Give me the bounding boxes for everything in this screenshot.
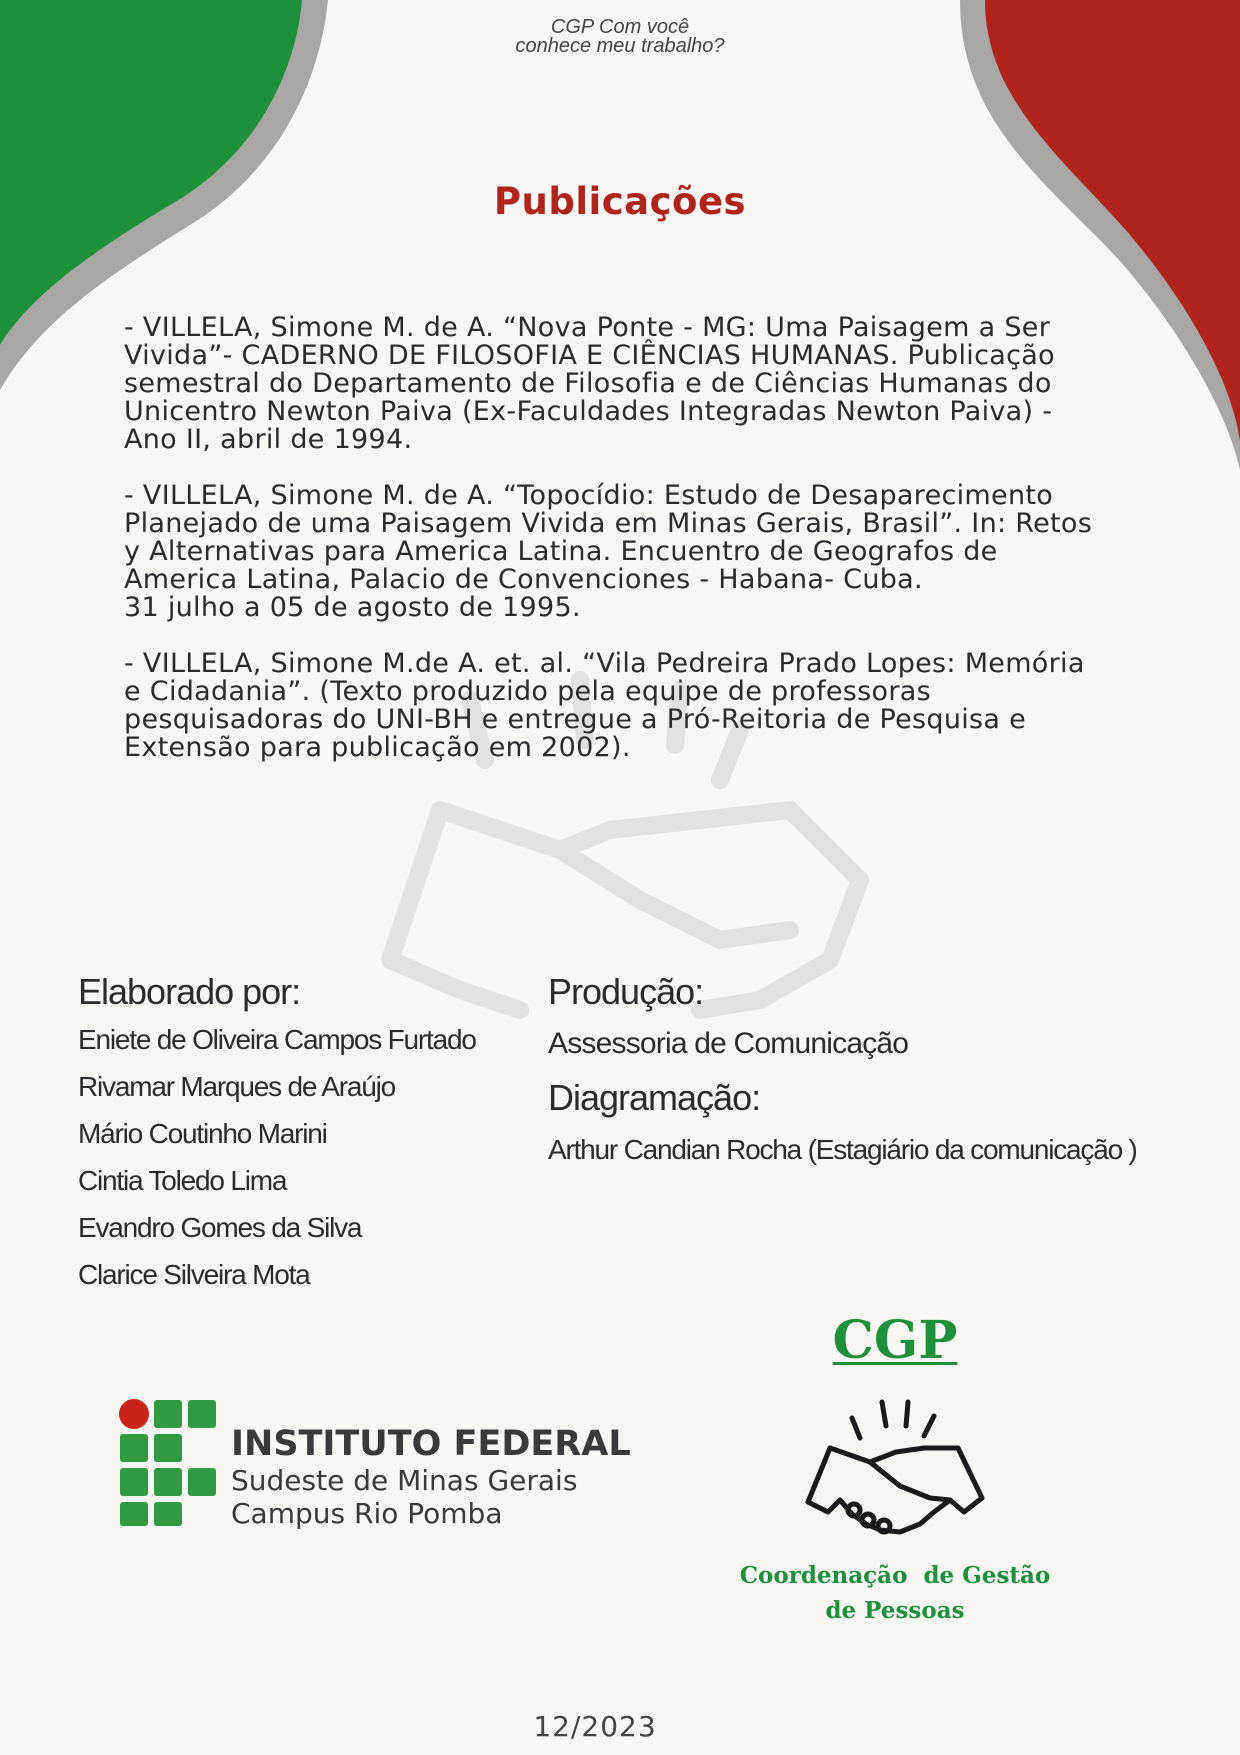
cgp-logo-sub-line2: de Pessoas [825,1597,965,1624]
handshake-icon [800,1390,990,1540]
publication-entry-2 [124,482,1114,622]
if-logo-title: INSTITUTO FEDERAL [231,1424,631,1464]
text-line: America Latina, Palacio de Convenciones - Habana- Cuba. [124,564,923,595]
author-name: Rivamar Marques de Araújo [78,1071,396,1102]
prepared-by-heading: Elaborado por: [78,971,301,1012]
text-line: Planejado de uma Paisagem Vivida em Minas Gerais, Brasil”. In: Retos [124,508,1093,539]
footer-date: 12/2023 [533,1710,657,1743]
text-line: pesquisadoras do UNI-BH e entregue a Pró-Reitoria de Pesquisa e [124,704,1027,735]
layout-value: Arthur Candian Rocha (Estagiário da comunicação ) [548,1134,1137,1165]
author-name: Mário Coutinho Marini [78,1118,327,1149]
if-logo-text [231,1424,631,1530]
header-note-line1: CGP Com você [550,16,690,38]
text-line: e Cidadania”. (Texto produzido pela equipe de professoras [124,676,931,707]
text-line: 31 julho a 05 de agosto de 1995. [124,592,581,623]
author-name: Eniete de Oliveira Campos Furtado [78,1024,476,1055]
text-line: - VILLELA, Simone M. de A. “Topocídio: Estudo de Desaparecimento [124,480,1054,511]
text-line: Vivida”- CADERNO DE FILOSOFIA E CIÊNCIAS HUMANAS. Publicação [124,340,1055,371]
publications-list [124,314,1114,790]
credits-authors [78,968,518,1298]
if-logo-campus: Campus Rio Pomba [231,1497,503,1530]
layout-heading: Diagramação: [548,1077,761,1118]
if-logo-subtitle: Sudeste de Minas Gerais [231,1464,578,1497]
author-name: Evandro Gomes da Silva [78,1212,362,1243]
text-line: - VILLELA, Simone M. de A. “Nova Ponte - MG: Uma Paisagem a Ser [124,312,1051,343]
text-line: Unicentro Newton Paiva (Ex-Faculdades Integradas Newton Paiva) - [124,396,1053,427]
author-name: Cintia Toledo Lima [78,1165,287,1196]
cgp-logo-subtitle [690,1558,1100,1628]
text-line: semestral do Departamento de Filosofia e de Ciências Humanas do [124,368,1052,399]
if-logo-mark-icon [118,1398,218,1528]
text-line: y Alternativas para America Latina. Encuentro de Geografos de [124,536,998,567]
text-line: Ano II, abril de 1994. [124,424,413,455]
author-name: Clarice Silveira Mota [78,1259,310,1290]
publication-entry-3 [124,650,1114,762]
text-line: Extensão para publicação em 2002). [124,732,631,763]
publication-entry-1 [124,314,1114,454]
text-line: - VILLELA, Simone M.de A. et. al. “Vila Pedreira Prado Lopes: Memória [124,648,1085,679]
production-heading: Produção: [548,971,704,1012]
page-title: Publicações [493,180,747,223]
header-note-line2: conhece meu trabalho? [515,35,725,57]
header-note [420,18,820,56]
cgp-logo-sub-line1: Coordenação de Gestão [739,1562,1051,1589]
cgp-logo-word: CGP [832,1310,958,1371]
credits-production [548,968,1188,1173]
production-value: Assessoria de Comunicação [548,1027,909,1060]
